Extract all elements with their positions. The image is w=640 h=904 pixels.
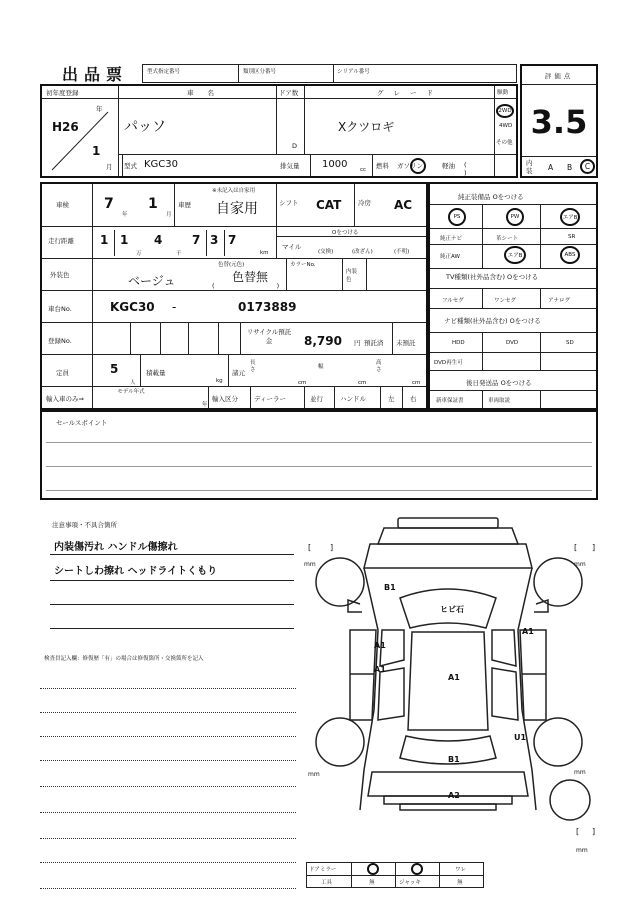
color-no-label: カラーNo.	[290, 262, 316, 268]
km-unit: km	[260, 250, 269, 256]
capacity-value: 5	[110, 362, 119, 376]
tools-label: 工具	[321, 880, 333, 886]
mileage-digit-6: 7	[228, 233, 237, 247]
svg-text:[: [	[576, 827, 580, 836]
eval-sub-a: A	[548, 163, 554, 172]
sen-unit: 千	[176, 251, 182, 257]
grade-value: Xクツロギ	[338, 120, 395, 134]
month-value: 1	[92, 144, 101, 158]
svg-text:mm: mm	[304, 561, 316, 568]
door-mirror-label: ドアミラー	[309, 867, 337, 873]
post-header: 後日発送品 Oをつける	[466, 379, 532, 387]
fuel-paren: ( )	[464, 161, 485, 177]
dvd-playable: DVD再生可	[434, 360, 463, 366]
exchange-label: (交換)	[318, 249, 334, 255]
notes-label: 注意事項・不具合箇所	[52, 521, 117, 529]
month-unit: 月	[106, 163, 113, 171]
leather-seat: 革シート	[496, 236, 519, 242]
interior-label: 内装	[526, 159, 533, 175]
fuel-diesel: 軽油	[442, 162, 455, 170]
tamper-label: (改ざん)	[352, 249, 373, 255]
ac-label: 冷房	[358, 199, 371, 207]
man-unit: 万	[136, 251, 142, 257]
fuel-gas: ガソリン	[397, 162, 423, 170]
post-manual: 車両取説	[488, 398, 511, 404]
width-cm-unit: cm	[358, 380, 367, 386]
inspector-label: 検査員記入欄：修復歴「有」の場合は修復箇所・交換箇所を記入	[44, 656, 204, 662]
mileage-digit-3: 4	[154, 233, 163, 247]
shift-value: CAT	[316, 198, 342, 212]
car-name-value: パッソ	[124, 119, 166, 135]
cc-unit: cc	[360, 167, 367, 173]
damage-mark: A1	[448, 673, 460, 682]
jack-value: 無	[457, 880, 463, 886]
genuine-header: 純正装備品 Oをつける	[458, 193, 524, 201]
mark-note: Oをつける	[332, 230, 359, 236]
inspection-year: 7	[104, 196, 114, 212]
door-label: ドア数	[279, 89, 299, 97]
shift-label: シフト	[279, 199, 299, 207]
nav-dvd: DVD	[506, 340, 519, 346]
first-reg-label: 初年度登録	[46, 89, 79, 97]
grade-label: グレード	[377, 89, 443, 97]
mile-label: マイル	[282, 243, 302, 251]
displacement-value: 1000	[322, 159, 348, 170]
chassis-dash: -	[172, 300, 177, 314]
equip-abs: ABS	[560, 246, 580, 264]
model-value: KGC30	[144, 159, 179, 170]
nav-sd: SD	[566, 340, 574, 346]
fuel-gas-circle	[410, 158, 426, 174]
recycle-unit: 円	[354, 339, 361, 347]
interior-color-label: 内装色	[346, 269, 358, 283]
tv-analog: アナログ	[548, 298, 571, 304]
note-line-1: 内装傷汚れ ハンドル傷擦れ	[54, 542, 178, 553]
model-label: 型式	[124, 162, 137, 170]
equip-airbag: エアB	[560, 208, 580, 226]
height-label: 高さ	[376, 360, 382, 373]
exterior-value: ベージュ	[128, 274, 176, 288]
svg-text:mm: mm	[574, 561, 586, 568]
post-warranty: 新車保証書	[436, 398, 464, 404]
prepaid-label: 預託済	[364, 339, 384, 347]
eval-score: 3.5	[530, 103, 588, 141]
not-prepaid-label: 未預託	[396, 339, 416, 347]
chassis-value: 0173889	[238, 300, 297, 314]
recycle-value: 8,790	[304, 334, 342, 348]
chassis-prefix: KGC30	[110, 300, 155, 314]
unknown-label: (不明)	[394, 249, 410, 255]
drive-other: その他	[496, 140, 513, 146]
chassis-label: 車台No.	[48, 305, 72, 313]
category-label: 類別区分番号	[243, 69, 277, 75]
repaint-paren: ( )	[212, 282, 310, 290]
right-label: 右	[410, 395, 417, 403]
handle-label: ハンドル	[340, 395, 366, 403]
reg-no-label: 登録No.	[48, 337, 72, 345]
damage-mark: A1	[374, 641, 386, 650]
jack-label: ジャッキ	[399, 880, 421, 886]
year-unit: 年	[96, 105, 103, 113]
inspection-year-unit: 年	[122, 212, 128, 218]
evaluation-box	[520, 64, 598, 178]
recycle-label: リサイクル預託金	[246, 328, 292, 345]
damage-mark: A1	[374, 665, 386, 674]
history-label: 車歴	[178, 201, 191, 209]
svg-text:]: ]	[592, 543, 596, 552]
svg-text:[: [	[308, 543, 312, 552]
drive-4wd: 4WD	[499, 123, 513, 129]
svg-text:mm: mm	[576, 847, 588, 854]
notes-area	[50, 530, 300, 640]
person-unit: 人	[130, 380, 136, 386]
tools-value: 無	[369, 880, 375, 886]
damage-mark: B1	[448, 755, 460, 764]
crack-label: ワレ	[455, 867, 467, 873]
inspection-month-unit: 月	[166, 212, 172, 218]
equip-pw: PW	[506, 208, 524, 226]
mileage-digit-4: 7	[192, 233, 201, 247]
drive-label: 駆動	[497, 90, 509, 96]
eval-sub-b: B	[567, 163, 573, 172]
page-title: 出品票	[62, 65, 129, 84]
length-cm-unit: cm	[298, 380, 307, 386]
tv-oneseg: ワンセグ	[494, 298, 517, 304]
car-name-label: 車名	[187, 89, 228, 97]
length-label: 長さ	[250, 360, 256, 373]
vehicle-detail-block	[40, 182, 428, 410]
damage-mark: A1	[522, 627, 534, 636]
damage-mark: B1	[384, 583, 396, 592]
svg-text:]: ]	[592, 827, 596, 836]
mileage-digit-1: 1	[100, 233, 109, 247]
dims-label: 諸元	[232, 369, 245, 377]
svg-text:mm: mm	[308, 771, 320, 778]
left-label: 左	[388, 395, 395, 403]
inspection-label: 車検	[56, 201, 69, 209]
note-line-2: シートしわ擦れ ヘッドライトくもり	[54, 566, 218, 577]
import-label: 輸入車のみ⇒	[46, 395, 84, 403]
mileage-digit-2: 1	[120, 233, 129, 247]
model-year-unit: 年	[202, 402, 208, 408]
equipment-block	[428, 182, 598, 410]
year-value: H26	[52, 120, 79, 134]
repaint-label: 色替(元色)	[218, 262, 245, 268]
door-value: D	[292, 142, 298, 150]
displacement-label: 排気量	[280, 162, 300, 170]
fuel-label: 燃料	[376, 162, 389, 170]
kg-unit: kg	[216, 378, 223, 384]
footer-table	[306, 862, 484, 888]
model-cert-label: 型式指定番号	[147, 69, 181, 75]
svg-text:]: ]	[330, 543, 334, 552]
serial-label: シリアル番号	[337, 69, 370, 75]
nav-genuine: 純正ナビ	[440, 236, 463, 242]
exterior-label: 外装色	[50, 271, 70, 279]
nav-header: ナビ種類(社外品含む) Oをつける	[444, 317, 541, 325]
sales-point-label: セールスポイント	[56, 419, 108, 427]
id-number-bar	[142, 64, 517, 83]
door-mirror-mark-2	[411, 863, 423, 875]
dealer-label: ディーラー	[254, 395, 286, 403]
equip-ps: PS	[448, 208, 466, 226]
sunroof: SR	[568, 234, 576, 240]
sales-point-box	[40, 410, 598, 500]
nav-hdd: HDD	[452, 340, 465, 346]
mileage-digit-5: 3	[210, 233, 219, 247]
history-value: 自家用	[216, 201, 258, 217]
damage-mark: U1	[514, 733, 527, 742]
mileage-label: 走行距離	[48, 237, 74, 245]
vehicle-basic-block	[40, 84, 518, 178]
damage-mark: A2	[448, 791, 460, 800]
aw-genuine: 純正AW	[440, 254, 460, 260]
tv-header: TV種類(社外品含む) Oをつける	[446, 273, 539, 281]
history-note: ※未記入は自家用	[212, 188, 256, 194]
equip-airbag-2: エアB	[504, 246, 526, 264]
width-label: 幅	[318, 364, 324, 370]
capacity-label: 定員	[56, 369, 69, 377]
door-mirror-mark-1	[367, 863, 379, 875]
height-cm-unit: cm	[412, 380, 421, 386]
drive-2wd: 2WD	[496, 104, 514, 118]
model-year-label: モデル年式	[117, 389, 145, 395]
repaint-value: 色替無	[232, 270, 269, 284]
load-label: 積載量	[146, 369, 166, 377]
svg-text:mm: mm	[574, 769, 586, 776]
tv-fullseg: フルセグ	[442, 298, 464, 304]
import-class-label: 輸入区分	[212, 395, 238, 403]
car-damage-diagram	[300, 510, 600, 870]
damage-mark: ヒビ石	[440, 605, 464, 614]
ac-value: AC	[394, 198, 413, 212]
svg-text:[: [	[574, 543, 578, 552]
inspection-month: 1	[148, 196, 158, 212]
eval-label: 評価点	[544, 71, 574, 80]
eval-sub-c: C	[580, 159, 595, 174]
parallel-label: 並行	[310, 395, 323, 403]
